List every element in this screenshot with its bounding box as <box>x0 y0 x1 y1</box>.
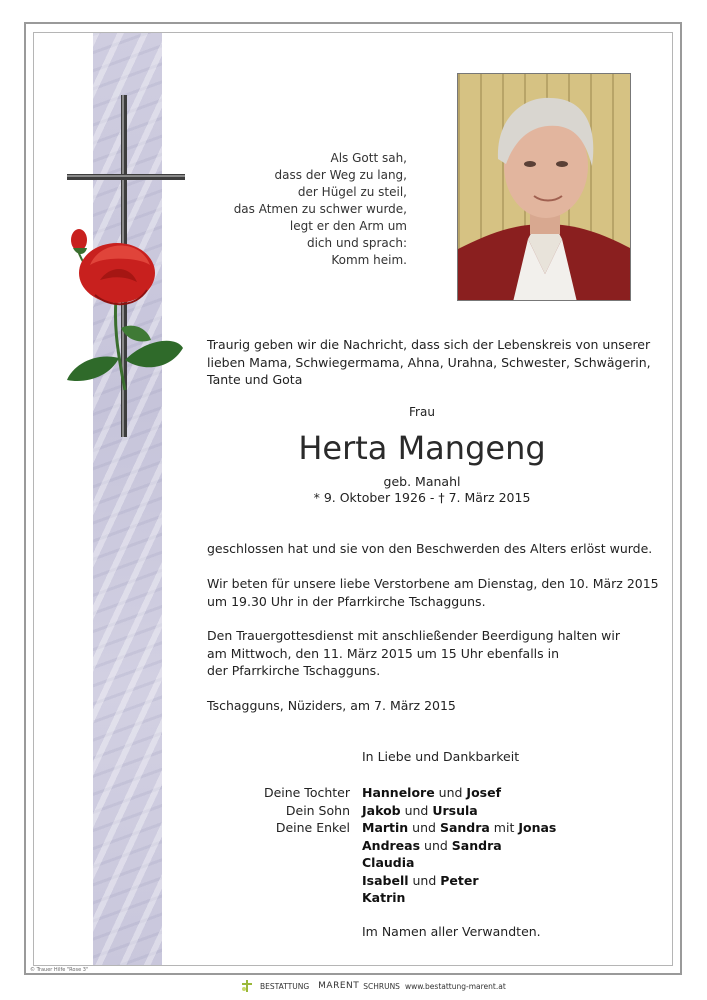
family-name: Ursula <box>432 802 478 818</box>
family-name: Peter <box>440 872 479 888</box>
intro-line: Traurig geben wir die Nachricht, dass sich der Lebenskreis von unserer <box>207 337 651 352</box>
family-name: Jakob <box>362 802 401 818</box>
poem-line: dass der Weg zu lang, <box>274 168 407 182</box>
poem <box>187 150 407 269</box>
family-name: Josef <box>466 785 502 800</box>
footer-website[interactable]: www.bestattung-marent.at <box>404 981 506 991</box>
paragraph-line: Wir beten für unsere liebe Verstorbene am Dienstag, den 10. März 2015 <box>207 576 659 591</box>
family-name: Sandra <box>451 837 502 853</box>
family-row <box>362 872 556 890</box>
family-conj: und <box>408 820 440 835</box>
family-name: Katrin <box>362 890 406 905</box>
family-row <box>362 784 556 802</box>
paragraph-funeral <box>207 627 647 680</box>
paragraph-closure <box>207 540 653 558</box>
poem-line: dich und sprach: <box>306 236 407 250</box>
paragraph-line: Tschagguns, Nüziders, am 7. März 2015 <box>207 698 456 713</box>
cross-with-rose <box>55 90 195 445</box>
family-conj: und <box>400 802 433 818</box>
family-conj: mit <box>489 820 519 835</box>
intro-line: lieben Mama, Schwiegermama, Ahna, Urahna, Schwester, Schwägerin, <box>207 354 651 370</box>
poem-line: Komm heim. <box>331 253 407 267</box>
footer-brand: MARENT <box>318 981 360 991</box>
relatives-line: Im Namen aller Verwandten. <box>362 924 541 939</box>
family-name: Hannelore <box>362 785 435 800</box>
closing-line: In Liebe und Dankbarkeit <box>362 749 520 764</box>
deceased-name: Herta Mangeng <box>298 429 546 467</box>
family-row <box>362 854 556 872</box>
paragraph-line: am Mittwoch, den 11. März 2015 um 15 Uhr ebenfalls in <box>207 645 560 661</box>
family-names <box>362 784 556 907</box>
poem-line: legt er den Arm um <box>289 219 407 233</box>
footer <box>240 976 511 996</box>
family-conj: und <box>408 872 441 888</box>
family-name: Martin <box>362 820 409 835</box>
family-row <box>362 819 556 837</box>
marent-logo-icon <box>240 979 254 993</box>
family-name: Sandra <box>439 820 490 835</box>
intro-line: Tante und Gota <box>207 372 303 387</box>
life-dates: * 9. Oktober 1926 - † 7. März 2015 <box>313 490 531 505</box>
paragraph-line: um 19.30 Uhr in der Pfarrkirche Tschagguns. <box>207 593 486 609</box>
family-label: Deine Tochter <box>263 785 350 800</box>
family-row <box>362 802 556 820</box>
poem-line: Als Gott sah, <box>330 151 407 165</box>
family-labels <box>264 784 350 837</box>
family-name: Andreas <box>362 837 421 853</box>
paragraph-line: der Pfarrkirche Tschagguns. <box>207 663 381 678</box>
family-name: Jonas <box>518 820 557 835</box>
footer-town: SCHRUNS <box>363 981 400 991</box>
family-conj: und <box>434 785 467 800</box>
family-label: Deine Enkel <box>275 820 350 835</box>
place-date <box>207 697 647 715</box>
paragraph-line: geschlossen hat und sie von den Beschwerden des Alters erlöst wurde. <box>207 541 653 556</box>
salutation: Frau <box>409 405 435 419</box>
family-label: Dein Sohn <box>285 802 350 818</box>
family-conj: und <box>420 837 452 853</box>
poem-line: das Atmen zu schwer wurde, <box>233 202 407 216</box>
intro-text <box>207 336 651 389</box>
paragraph-line: Den Trauergottesdienst mit anschließender Beerdigung halten wir <box>207 628 620 643</box>
birth-name: geb. Manahl <box>383 474 461 489</box>
poem-line: der Hügel zu steil, <box>297 185 407 199</box>
family-row <box>362 889 556 907</box>
family-row <box>362 837 556 855</box>
image-credit: © Trauer Hilfe "Rose 3" <box>30 967 89 973</box>
family-name: Claudia <box>362 855 415 870</box>
paragraph-prayer <box>207 575 659 610</box>
footer-prefix: BESTATTUNG <box>260 981 310 991</box>
family-name: Isabell <box>362 872 409 888</box>
portrait-photo <box>457 73 631 301</box>
